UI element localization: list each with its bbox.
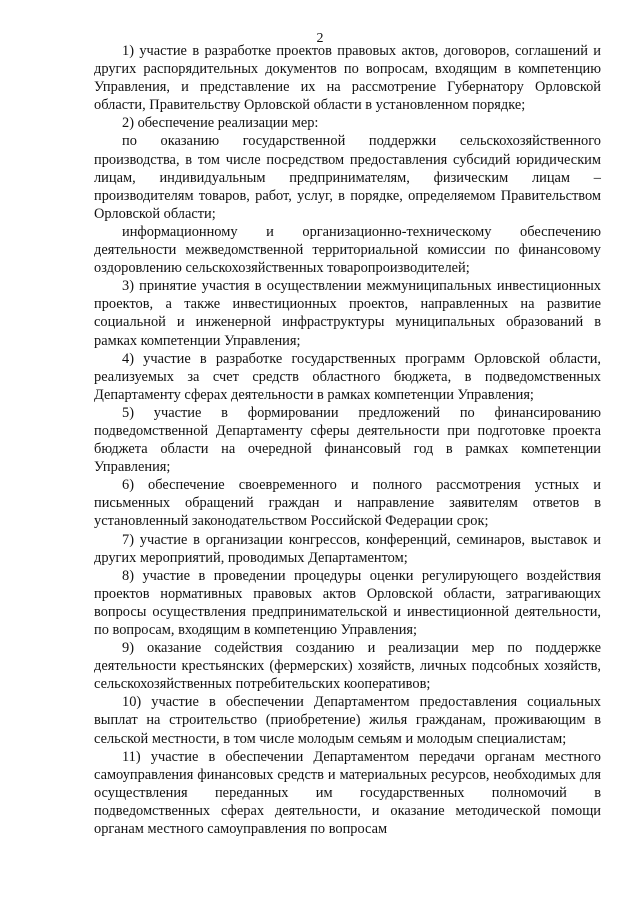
paragraph-9: 9) оказание содействия созданию и реализации мер по поддержке деятельности крестьянских (фермерских) хозяйств, личных подсобных хозяйств, сельскохозяйственных потребительских кооперативов; [94,640,601,693]
paragraph-2-item-2: информационному и организационно-техническому обеспечению деятельности межведомственной территориальной комиссии по финансовому оздоровлению сельскохозяйственных товаропроизводителей; [94,223,601,277]
paragraph-1: 1) участие в разработке проектов правовых актов, договоров, соглашений и других распорядительных документов по вопросам, входящим в компетенцию Управления, и представление их на рассмотрение Губернатору Орловской области, Правительству Орловской области в установленном порядке; [94,43,601,114]
page-number: 2 [316,31,324,46]
paragraph-7: 7) участие в организации конгрессов, конференций, семинаров, выставок и других мероприятий, проводимых Департаментом; [94,531,601,566]
paragraph-10: 10) участие в обеспечении Департаментом предоставления социальных выплат на строительство (приобретение) жилья гражданам, проживающим в сельской местности, в том числе молодым семьям и молодым специалистам; [94,694,601,747]
document-body [94,42,601,838]
paragraph-8: 8) участие в проведении процедуры оценки регулирующего воздействия проектов нормативных правовых актов Орловской области, затрагивающих вопросы осуществления предпринимательской и инвестиционной деятельности, по вопросам, входящим в компетенцию Управления; [94,567,601,638]
paragraph-2: 2) обеспечение реализации мер: [122,115,319,132]
paragraph-2-item-1: по оказанию государственной поддержки сельскохозяйственного производства, в том числе посредством предоставления субсидий юридическим лицам, индивидуальным предпринимателям, физическим лицам – производителям товаров, работ, услуг, в порядке, определяемом Правительством Орловской области; [94,133,601,222]
paragraph-5: 5) участие в формировании предложений по финансированию подведомственной Департаменту сферы деятельности при подготовке проекта бюджета области на очередной финансовый год в рамках компетенции Управления; [94,404,601,476]
paragraph-4: 4) участие в разработке государственных программ Орловской области, реализуемых за счет средств областного бюджета, в подведомственных Департаменту сферах деятельности в рамках компетенции Управления; [94,350,601,403]
paragraph-6: 6) обеспечение своевременного и полного рассмотрения устных и письменных обращений граждан и направление заявителям ответов в установленный законодательством Российской Федерации срок; [94,477,601,530]
paragraph-11: 11) участие в обеспечении Департаментом передачи органам местного самоуправления финансовых средств и материальных ресурсов, необходимых для осуществления переданных им государственных полномочий в подведомственных сферах деятельности, и оказание методической помощи органам местного самоуправления по вопросам [94,748,601,838]
paragraph-3: 3) принятие участия в осуществлении межмуниципальных инвестиционных проектов, а также инвестиционных проектов, направленных на развитие социальной и инженерной инфраструктуры муниципальных образований в рамках компетенции Управления; [94,278,601,349]
